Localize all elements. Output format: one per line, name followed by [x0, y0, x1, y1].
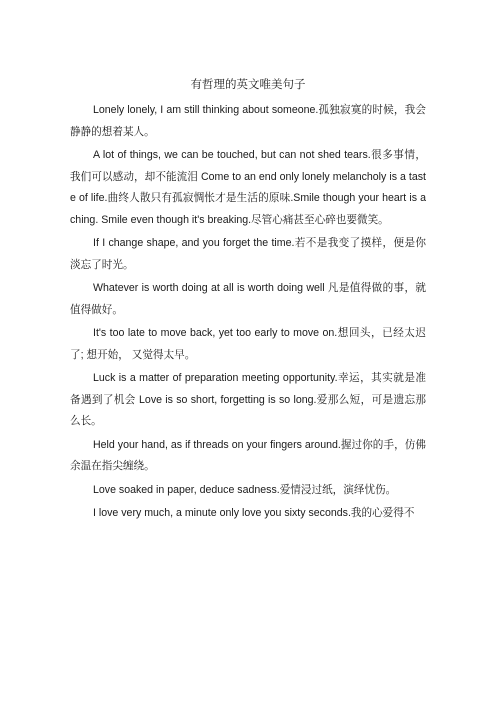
document-body	[70, 100, 426, 527]
paragraph: If I change shape, and you forget the time.若不是我变了摸样，便是你淡忘了时光。	[70, 237, 426, 271]
paragraph: Love soaked in paper, deduce sadness.爱情浸过纸，演绎忧伤。	[93, 483, 397, 496]
paragraph: Luck is a matter of preparation meeting opportunity.幸运，其实就是准备遇到了机会 Love is so short, forgetting is so long.爱那么短，可是遗忘那么长。	[70, 372, 426, 427]
document-title: 有哲理的英文唯美句子	[190, 77, 306, 91]
paragraph: A lot of things, we can be touched, but can not shed tears.很多事情，我们可以感动，却不能流泪 Come to an end only lonely melancholy is a taste of life.曲终人散只有孤寂惆怅才是生活的原味.Smile though your heart is aching. Smile even though it's breaking.尽管心痛甚至心碎也要微笑。	[70, 149, 426, 226]
paragraph: I love very much, a minute only love you sixty seconds.我的心爱得不	[93, 507, 415, 519]
paragraph: Whatever is worth doing at all is worth doing well 凡是值得做的事，就值得做好。	[70, 282, 426, 316]
paragraph: It's too late to move back, yet too early to move on.想回头，已经太迟了; 想开始， 又觉得太早。	[70, 327, 426, 361]
paragraph: Held your hand, as if threads on your fingers around.握过你的手，仿佛余温在指尖缠绕。	[70, 438, 426, 472]
paragraph: Lonely lonely, I am still thinking about someone.孤独寂寞的时候，我会静静的想着某人。	[70, 104, 426, 138]
